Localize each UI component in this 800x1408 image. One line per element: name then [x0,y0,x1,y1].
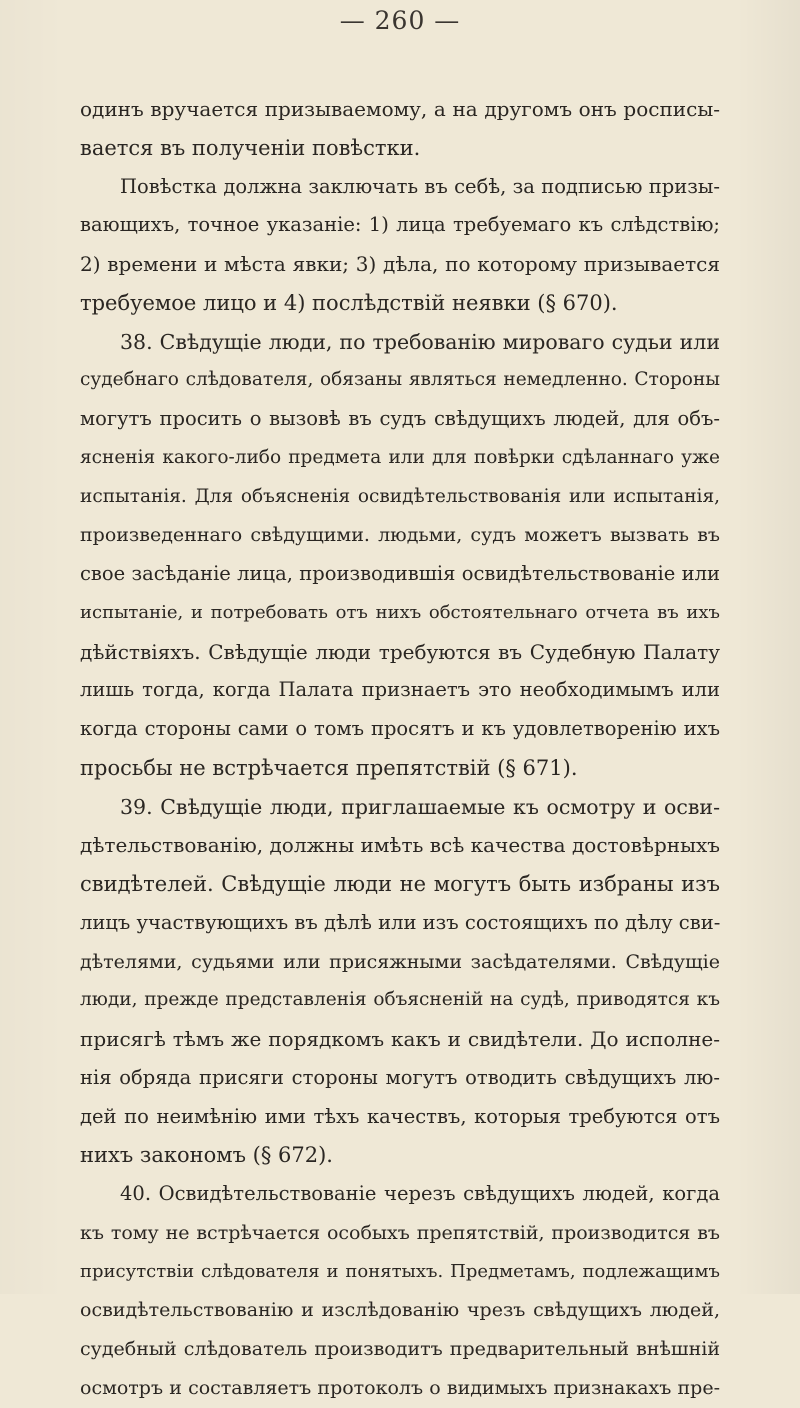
text-line: ясненія какого-либо предмета или для повѣрки сдѣланнаго уже [80,446,720,468]
text-line: судебнаго слѣдователя, обязаны являться немедленно. Стороны [80,369,720,391]
text-line: къ тому не встрѣчается особыхъ препятствій, производится въ [80,1221,720,1244]
text-line: свидѣтелей. Свѣдущіе люди не могутъ быть избраны изъ [80,872,720,896]
text-line: испытанія. Для объясненія освидѣтельствованія или испытанія, [80,485,720,507]
text-line: могутъ просить о вызовѣ въ судъ свѣдущихъ людей, для объ- [80,407,720,430]
text-line: дей по неимѣнію ими тѣхъ качествъ, которыя требуются отъ [80,1104,720,1128]
text-line: дѣтелями, судьями или присяжными засѣдателями. Свѣдущіе [80,950,720,973]
text-line: просьбы не встрѣчается препятствій (§ 671). [80,755,578,780]
text-line: судебный слѣдователь производитъ предварительный внѣшній [80,1338,720,1360]
text-line: присутствіи слѣдователя и понятыхъ. Предметамъ, подлежащимъ [80,1260,720,1282]
text-line: нихъ закономъ (§ 672). [80,1143,333,1168]
text-line: Повѣстка должна заключать въ себѣ, за подписью призы- [120,174,720,198]
text-line: испытаніе, и потребовать отъ нихъ обстоятельнаго отчета въ ихъ [80,601,720,623]
text-line: присягѣ тѣмъ же порядкомъ какъ и свидѣтели. До исполне- [80,1027,720,1051]
text-line: люди, прежде представленія объясненій на судѣ, приводятся къ [80,989,720,1011]
text-line: осмотръ и составляетъ протоколъ о видимыхъ признакахъ пре- [80,1376,720,1399]
text-line: когда стороны сами о томъ просятъ и къ удовлетворенію ихъ [80,717,720,740]
text-line: дѣйствіяхъ. Свѣдущіе люди требуются въ Судебную Палату [80,639,720,664]
text-line: произведеннаго свѣдущими. людьми, судъ можетъ вызвать въ [80,524,720,547]
text-line: 40. Освидѣтельствованіе черезъ свѣдущихъ людей, когда [120,1182,720,1205]
text-line: свое засѣданіе лица, производившія освидѣтельствованіе или [80,562,720,585]
text-line: нія обряда присяги стороны могутъ отводить свѣдущихъ лю- [80,1065,720,1089]
text-line: дѣтельствованію, должны имѣть всѣ качества достовѣрныхъ [80,833,720,858]
text-line: требуемое лицо и 4) послѣдствій неявки (§ 670). [80,290,618,315]
text-line: 39. Свѣдущіе люди, приглашаемые къ осмотру и осви- [120,794,720,819]
text-line: вается въ полученіи повѣстки. [80,135,421,160]
text-line: одинъ вручается призываемому, а на другомъ онъ росписы- [80,97,720,121]
body-text [80,90,720,1408]
text-line: 38. Свѣдущіе люди, по требованію мироваго судьи или [120,329,720,354]
text-line: освидѣтельствованію и изслѣдованію чрезъ свѣдущихъ людей, [80,1299,720,1322]
text-line: лишь тогда, когда Палата признаетъ это необходимымъ или [80,678,720,702]
page-number: — 260 — [339,6,461,35]
text-line: лицъ участвующихъ въ дѣлѣ или изъ состоящихъ по дѣлу сви- [80,910,720,934]
text-line: вающихъ, точное указаніе: 1) лица требуемаго къ слѣдствію; [80,213,720,237]
text-line: 2) времени и мѣста явки; 3) дѣла, по которому призывается [80,252,720,276]
